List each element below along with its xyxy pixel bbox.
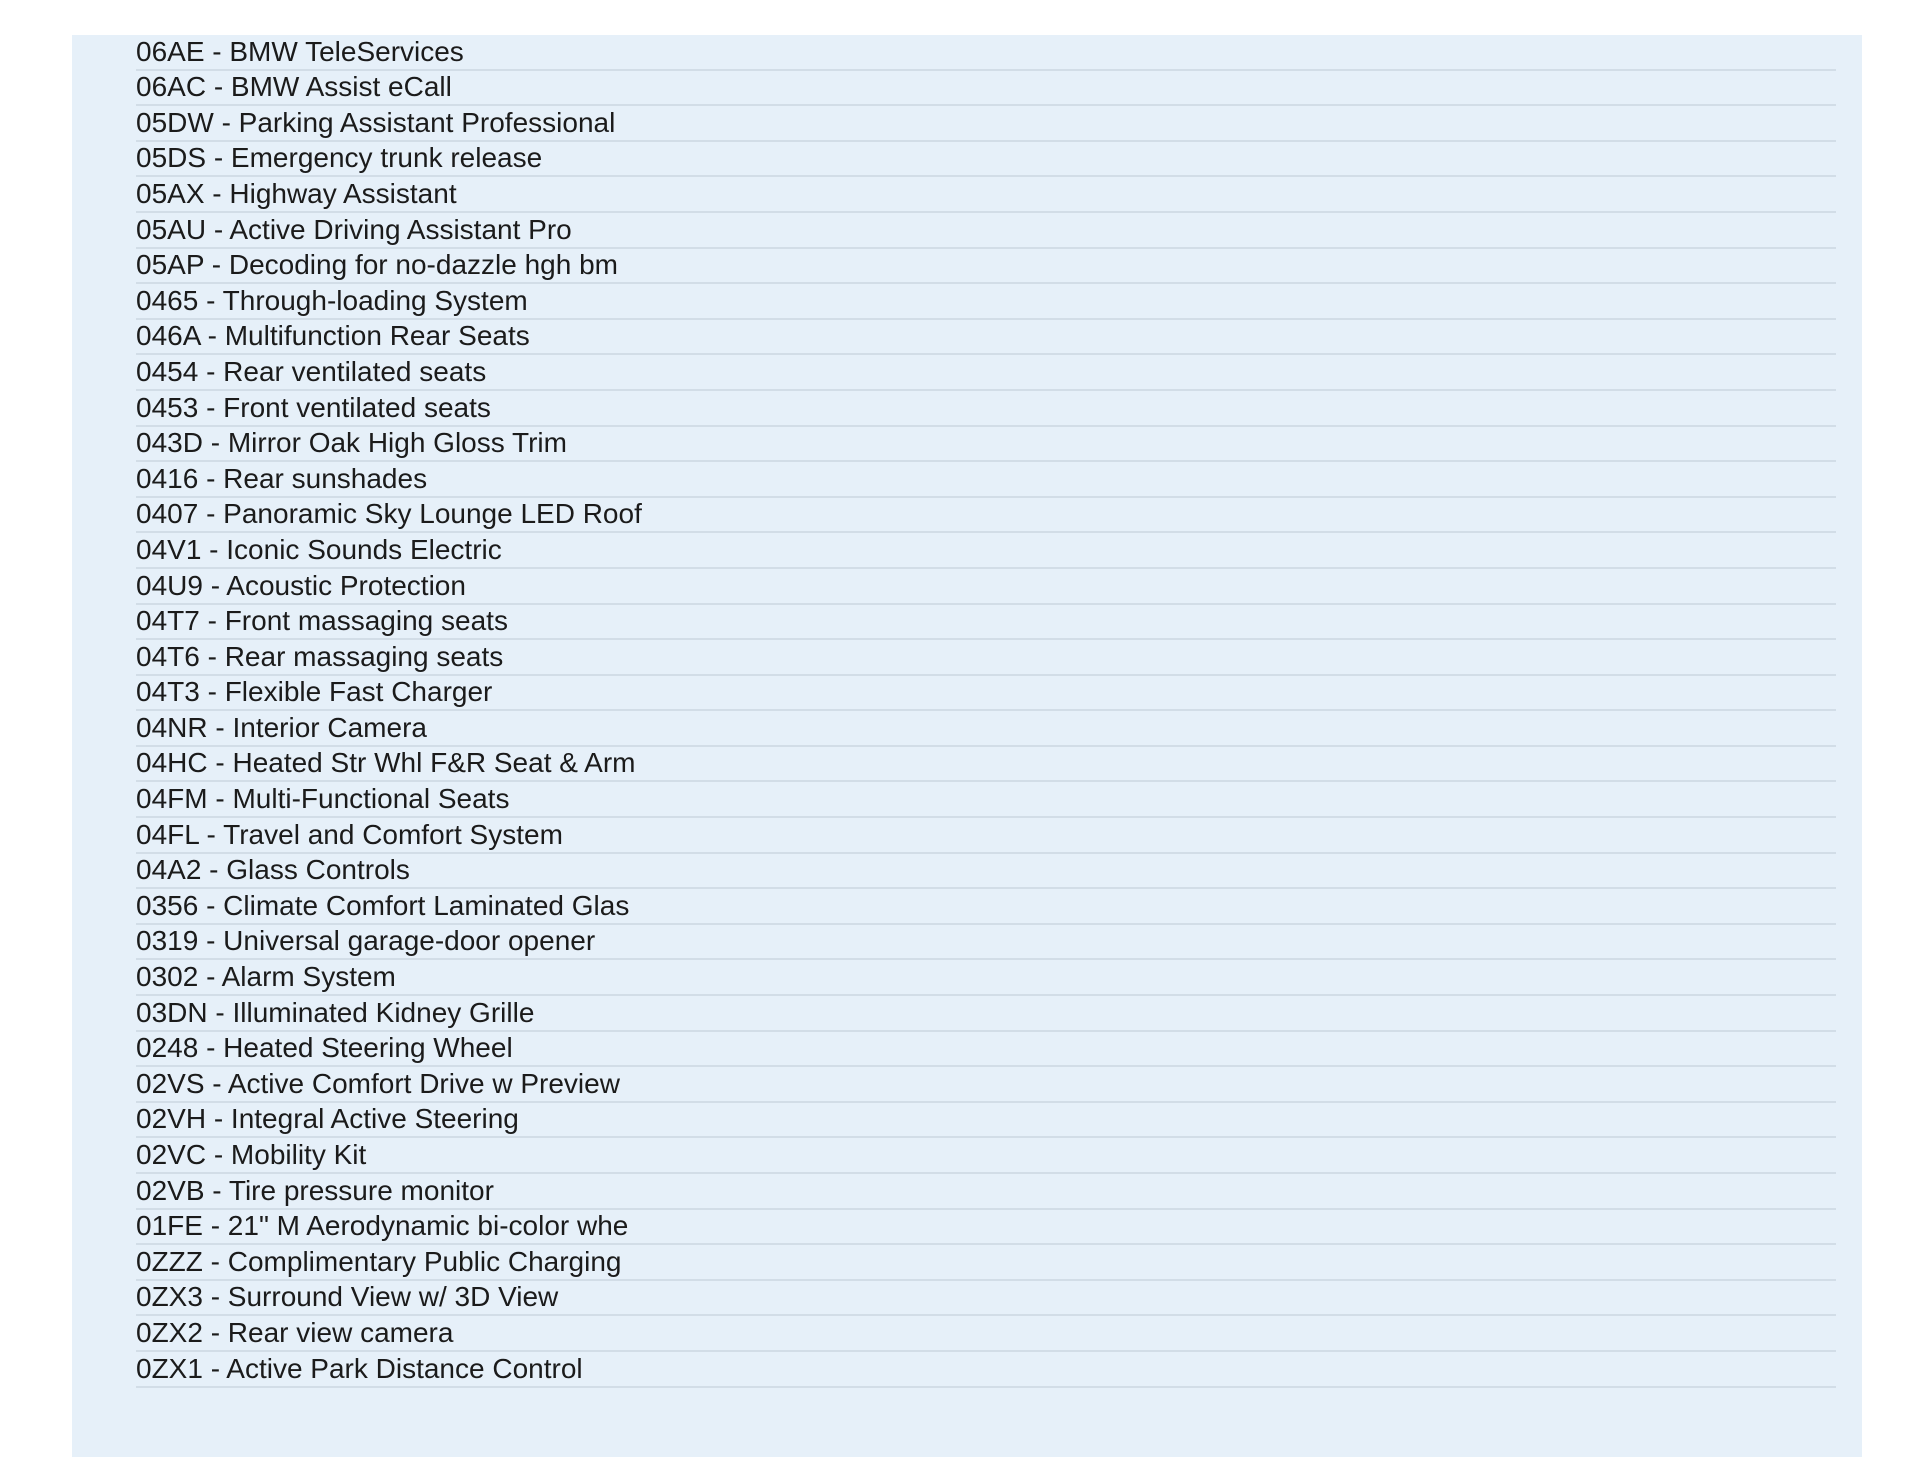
list-item <box>136 747 1836 783</box>
option-label: 04V1 - Iconic Sounds Electric <box>136 533 502 565</box>
list-item <box>136 106 1836 142</box>
list-item <box>136 177 1836 213</box>
option-label: 04U9 - Acoustic Protection <box>136 569 466 601</box>
option-label: 06AE - BMW TeleServices <box>136 35 464 67</box>
list-item <box>136 284 1836 320</box>
list-item <box>136 462 1836 498</box>
list-item <box>136 1138 1836 1174</box>
option-label: 03DN - Illuminated Kidney Grille <box>136 996 535 1028</box>
options-panel <box>72 35 1862 1457</box>
option-label: 0ZZZ - Complimentary Public Charging <box>136 1245 622 1277</box>
option-label: 05DS - Emergency trunk release <box>136 142 543 174</box>
list-item <box>136 427 1836 463</box>
list-item <box>136 355 1836 391</box>
list-item <box>136 1067 1836 1103</box>
option-label: 0ZX2 - Rear view camera <box>136 1316 454 1348</box>
option-label: 0319 - Universal garage-door opener <box>136 925 596 957</box>
list-item <box>136 569 1836 605</box>
option-label: 0465 - Through-loading System <box>136 284 528 316</box>
option-label: 0248 - Heated Steering Wheel <box>136 1032 513 1064</box>
option-label: 04T6 - Rear massaging seats <box>136 640 504 672</box>
option-label: 0407 - Panoramic Sky Lounge LED Roof <box>136 498 642 530</box>
list-item <box>136 889 1836 925</box>
option-label: 04FL - Travel and Comfort System <box>136 818 563 850</box>
option-label: 0416 - Rear sunshades <box>136 462 428 494</box>
option-label: 0454 - Rear ventilated seats <box>136 355 487 387</box>
option-label: 04T7 - Front massaging seats <box>136 605 508 637</box>
list-item <box>136 320 1836 356</box>
list-item <box>136 1210 1836 1246</box>
option-label: 05AP - Decoding for no-dazzle hgh bm <box>136 249 618 281</box>
option-label: 02VS - Active Comfort Drive w Preview <box>136 1067 620 1099</box>
option-label: 043D - Mirror Oak High Gloss Trim <box>136 427 567 459</box>
option-label: 0ZX3 - Surround View w/ 3D View <box>136 1281 559 1313</box>
option-label: 0302 - Alarm System <box>136 961 396 993</box>
list-item <box>136 142 1836 178</box>
option-label: 0453 - Front ventilated seats <box>136 391 491 423</box>
list-item <box>136 1174 1836 1210</box>
list-item <box>136 249 1836 285</box>
list-item <box>136 498 1836 534</box>
list-item <box>136 35 1836 71</box>
list-item <box>136 71 1836 107</box>
list-item <box>136 640 1836 676</box>
list-item <box>136 213 1836 249</box>
option-label: 046A - Multifunction Rear Seats <box>136 320 530 352</box>
option-label: 02VH - Integral Active Steering <box>136 1103 519 1135</box>
option-label: 05DW - Parking Assistant Professional <box>136 106 616 138</box>
list-item <box>136 1281 1836 1317</box>
option-label: 04NR - Interior Camera <box>136 711 427 743</box>
list-item <box>136 1032 1836 1068</box>
list-item <box>136 711 1836 747</box>
list-item <box>136 1352 1836 1388</box>
list-item <box>136 960 1836 996</box>
option-label: 01FE - 21" M Aerodynamic bi-color whe <box>136 1210 629 1242</box>
list-item <box>136 605 1836 641</box>
list-item <box>136 391 1836 427</box>
list-item <box>136 1316 1836 1352</box>
list-item <box>136 996 1836 1032</box>
list-item <box>136 533 1836 569</box>
options-list <box>136 35 1836 1388</box>
option-label: 05AU - Active Driving Assistant Pro <box>136 213 572 245</box>
list-item <box>136 1103 1836 1139</box>
option-label: 04HC - Heated Str Whl F&R Seat & Arm <box>136 747 636 779</box>
option-label: 05AX - Highway Assistant <box>136 177 457 209</box>
list-item <box>136 676 1836 712</box>
option-label: 02VB - Tire pressure monitor <box>136 1174 494 1206</box>
list-item <box>136 854 1836 890</box>
list-item <box>136 782 1836 818</box>
option-label: 0356 - Climate Comfort Laminated Glas <box>136 889 630 921</box>
option-label: 0ZX1 - Active Park Distance Control <box>136 1352 583 1384</box>
option-label: 04T3 - Flexible Fast Charger <box>136 676 493 708</box>
list-item <box>136 925 1836 961</box>
option-label: 06AC - BMW Assist eCall <box>136 71 452 103</box>
option-label: 02VC - Mobility Kit <box>136 1139 367 1170</box>
list-item <box>136 1245 1836 1281</box>
option-label: 04FM - Multi-Functional Seats <box>136 783 510 815</box>
option-label: 04A2 - Glass Controls <box>136 854 410 886</box>
list-item <box>136 818 1836 854</box>
